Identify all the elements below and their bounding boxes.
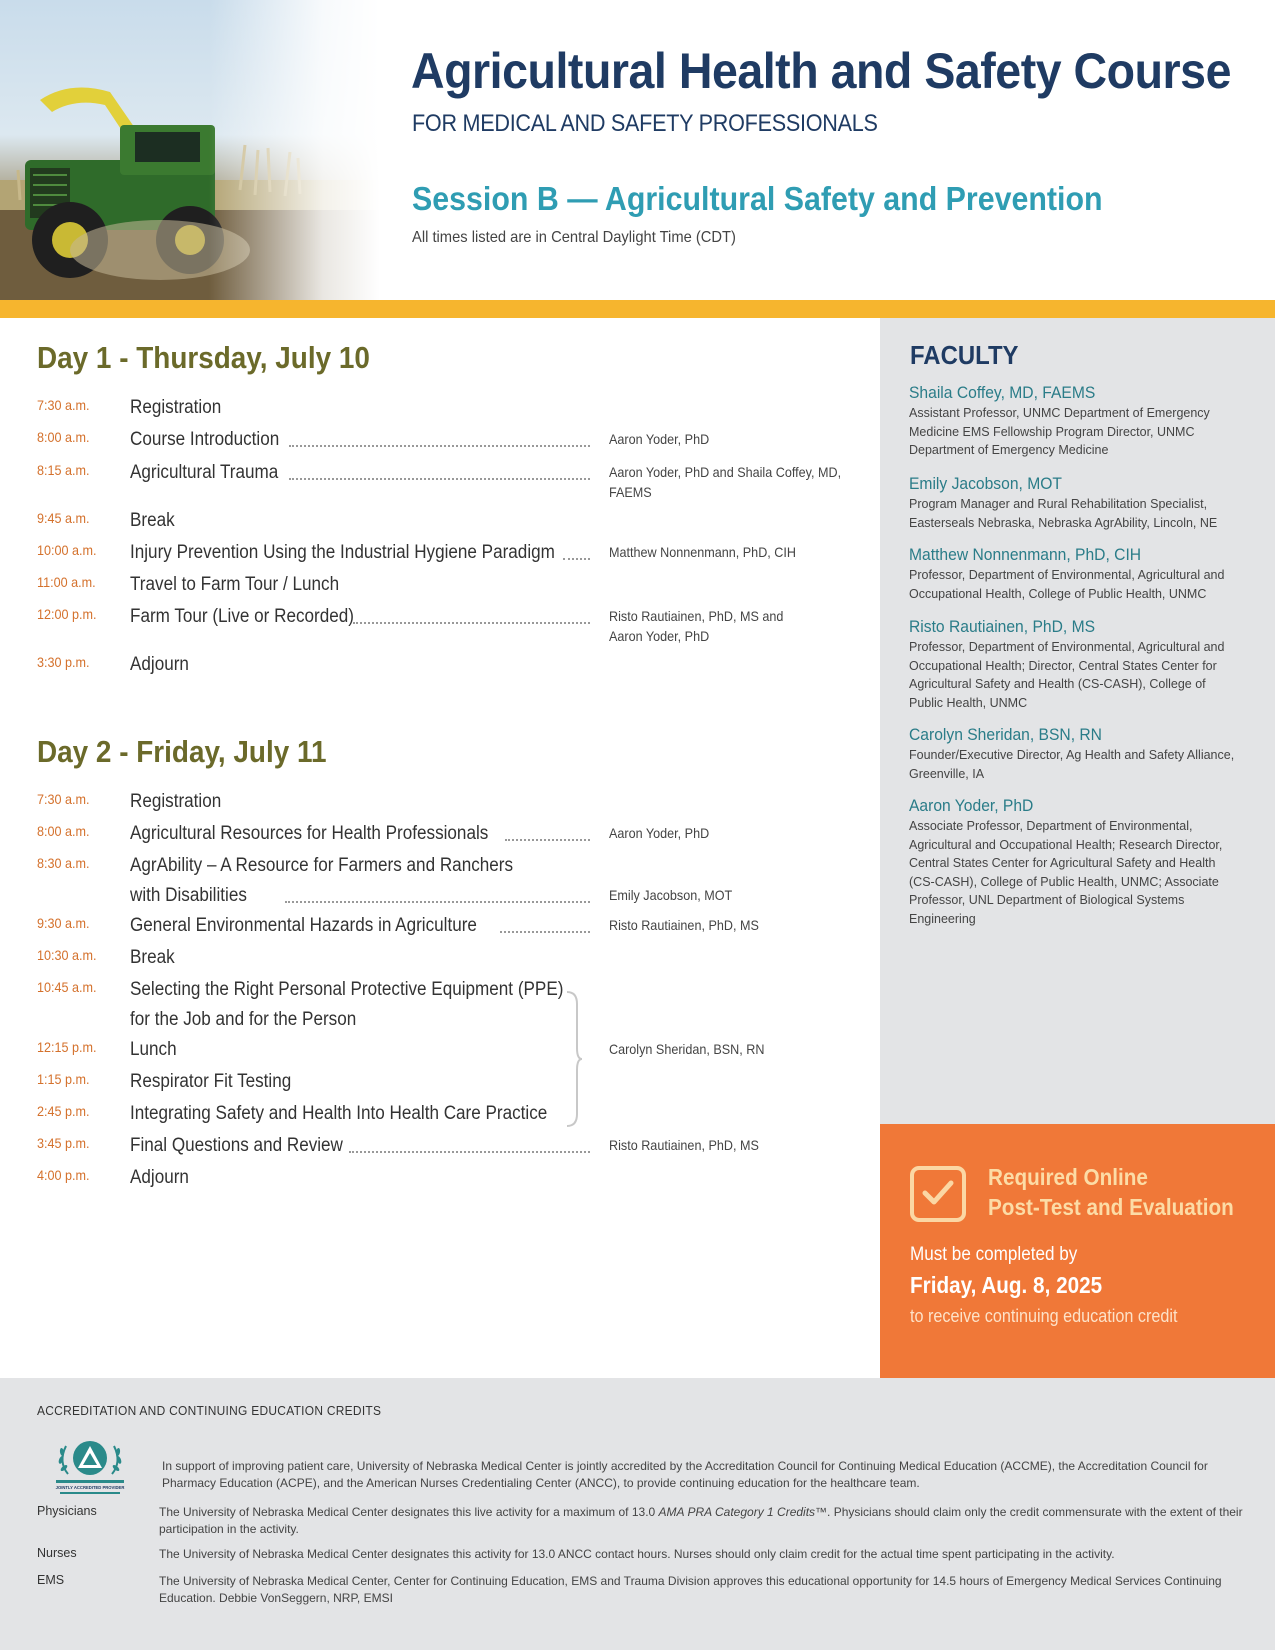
leader-dots (505, 839, 590, 841)
credit-label: Physicians (37, 1504, 97, 1518)
session-name: Adjourn (130, 654, 189, 675)
faculty-member (909, 724, 1249, 783)
faculty-name: Risto Rautiainen, PhD, MS (909, 617, 1096, 636)
session-name: Agricultural Trauma (130, 462, 279, 483)
deadline-date: Friday, Aug. 8, 2025 (910, 1272, 1103, 1298)
session-name: Respirator Fit Testing (130, 1071, 292, 1092)
session-speaker: Emily Jacobson, MOT (609, 887, 733, 903)
tractor-photo (0, 0, 380, 300)
leader-dots (353, 622, 590, 624)
schedule-row (37, 787, 867, 817)
session-time: 9:45 a.m. (37, 510, 90, 526)
session-name: Farm Tour (Live or Recorded) (130, 606, 354, 627)
jointly-accredited-logo (50, 1434, 130, 1496)
session-title: Session B — Agricultural Safety and Prevention (412, 180, 1103, 217)
session-time: 4:00 p.m. (37, 1167, 90, 1183)
faculty-desc: Program Manager and Rural Rehabilitation Specialist, Easterseals Nebraska, Nebraska AgrAbility, Lincoln, NE (909, 497, 1218, 530)
session-speaker: Risto Rautiainen, PhD, MS (609, 1137, 759, 1153)
session-name: Selecting the Right Personal Protective Equipment (PPE) (130, 979, 564, 1000)
credit-text: The University of Nebraska Medical Center, Center for Continuing Education, EMS and Trauma Division approves this educational opportunity for 14.5 hours of Emergency Medical Services Continuing Education. Debbie VonSeggern, NRP, EMSI (159, 1574, 1222, 1605)
schedule-row (37, 851, 867, 911)
session-speaker: Carolyn Sheridan, BSN, RN (609, 1041, 765, 1057)
schedule-row (37, 458, 867, 500)
session-speaker: Matthew Nonnenmann, PhD, CIH (609, 544, 796, 560)
session-name: Final Questions and Review (130, 1135, 343, 1156)
post-test-callout (880, 1124, 1275, 1378)
session-time: 8:15 a.m. (37, 462, 90, 478)
credit-label: EMS (37, 1573, 65, 1587)
faculty-member (909, 616, 1249, 712)
schedule-row (37, 1131, 867, 1161)
faculty-name: Matthew Nonnenmann, PhD, CIH (909, 545, 1142, 564)
session-speaker: Aaron Yoder, PhD (609, 431, 710, 447)
session-name-cont: for the Job and for the Person (130, 1009, 357, 1030)
session-speaker: Aaron Yoder, PhD (609, 825, 710, 841)
session-time: 8:00 a.m. (37, 823, 90, 839)
session-name: Agricultural Resources for Health Professionals (130, 823, 489, 844)
session-time: 7:30 a.m. (37, 397, 90, 413)
schedule-row (37, 975, 867, 1035)
schedule (0, 318, 880, 1378)
schedule-row (37, 1035, 867, 1065)
faculty-heading: FACULTY (910, 340, 1019, 370)
session-name: AgrAbility – A Resource for Farmers and Ranchers (130, 855, 514, 876)
session-speaker: Aaron Yoder, PhD and Shaila Coffey, MD, FAEMS (609, 464, 842, 500)
deadline-note: to receive continuing education credit (910, 1306, 1178, 1326)
faculty-desc: Associate Professor, Department of Environmental, Agricultural and Occupational Health; Research Director, Central States Center for Agricultural Safety and Health (CS-CASH), College of Public Health, UNMC; Associate Professor, UNL Department of Biological Systems Engineering (909, 819, 1223, 926)
session-name: General Environmental Hazards in Agriculture (130, 915, 477, 936)
session-name: Course Introduction (130, 429, 280, 450)
post-test-title: Required Online Post-Test and Evaluation (988, 1164, 1234, 1220)
session-time: 3:30 p.m. (37, 654, 90, 670)
credit-text: The University of Nebraska Medical Center designates this live activity for a maximum of 13.0 AMA PRA Category 1 Credits™. Physicians should claim only the credit commensurate with the extent of their participation in the activity. (159, 1505, 1243, 1536)
session-speaker: Risto Rautiainen, PhD, MS (609, 917, 759, 933)
leader-dots (563, 558, 590, 560)
faculty-panel (880, 318, 1275, 1124)
schedule-row (37, 1163, 867, 1193)
schedule-row (37, 570, 867, 600)
credit-text: The University of Nebraska Medical Center designates this activity for 13.0 ANCC contact hours. Nurses should only claim credit for the actual time spent participating in the activity. (159, 1547, 1115, 1561)
session-name: Integrating Safety and Health Into Health Care Practice (130, 1103, 548, 1124)
schedule-row (37, 650, 867, 680)
schedule-row (37, 393, 867, 423)
bracket-brace (565, 990, 583, 1128)
session-time: 9:30 a.m. (37, 915, 90, 931)
schedule-row (37, 1067, 867, 1097)
session-name: Registration (130, 791, 222, 812)
schedule-row (37, 506, 867, 536)
day2-heading: Day 2 - Friday, July 11 (37, 734, 327, 769)
faculty-desc: Founder/Executive Director, Ag Health and Safety Alliance, Greenville, IA (909, 748, 1235, 781)
session-name-cont: with Disabilities (130, 885, 247, 906)
divider-bar (0, 300, 1275, 318)
session-time: 7:30 a.m. (37, 791, 90, 807)
session-name: Injury Prevention Using the Industrial Hygiene Paradigm (130, 542, 555, 563)
session-time: 12:15 p.m. (37, 1039, 97, 1055)
session-name: Travel to Farm Tour / Lunch (130, 574, 340, 595)
session-name: Lunch (130, 1039, 177, 1060)
accreditation-title: ACCREDITATION AND CONTINUING EDUCATION CREDITS (37, 1403, 382, 1418)
session-name: Break (130, 947, 175, 968)
schedule-row (37, 911, 867, 941)
faculty-member (909, 795, 1249, 928)
session-time: 2:45 p.m. (37, 1103, 90, 1119)
session-name: Break (130, 510, 175, 531)
schedule-row (37, 425, 867, 455)
course-title: Agricultural Health and Safety Course (411, 43, 1231, 99)
header (0, 0, 1275, 300)
deadline-intro: Must be completed by (910, 1244, 1078, 1265)
faculty-name: Carolyn Sheridan, BSN, RN (909, 725, 1102, 744)
faculty-name: Shaila Coffey, MD, FAEMS (909, 383, 1096, 402)
session-speaker: Risto Rautiainen, PhD, MS and Aaron Yoder, PhD (609, 608, 784, 644)
leader-dots (500, 931, 590, 933)
session-time: 11:00 a.m. (37, 574, 96, 590)
faculty-desc: Assistant Professor, UNMC Department of Emergency Medicine EMS Fellowship Program Director, UNMC Department of Emergency Medicine (909, 406, 1210, 457)
faculty-name: Aaron Yoder, PhD (909, 796, 1034, 815)
session-time: 10:00 a.m. (37, 542, 97, 558)
faculty-member (909, 382, 1249, 460)
schedule-row (37, 538, 867, 568)
svg-text:JOINTLY ACCREDITED PROVIDER: JOINTLY ACCREDITED PROVIDER (55, 1485, 125, 1490)
day1-heading: Day 1 - Thursday, July 10 (37, 340, 370, 375)
faculty-member (909, 544, 1249, 603)
schedule-row (37, 943, 867, 973)
faculty-member (909, 473, 1249, 532)
leader-dots (289, 445, 590, 447)
faculty-name: Emily Jacobson, MOT (909, 474, 1062, 493)
session-time: 12:00 p.m. (37, 606, 97, 622)
schedule-row (37, 602, 867, 644)
schedule-row (37, 819, 867, 849)
schedule-row (37, 1099, 867, 1129)
session-name: Registration (130, 397, 222, 418)
session-name: Adjourn (130, 1167, 189, 1188)
course-subtitle: FOR MEDICAL AND SAFETY PROFESSIONALS (412, 110, 878, 137)
leader-dots (349, 1151, 590, 1153)
session-time: 1:15 p.m. (37, 1071, 90, 1087)
faculty-desc: Professor, Department of Environmental, Agricultural and Occupational Health, College of Public Health, UNMC (909, 568, 1225, 601)
session-time: 10:45 a.m. (37, 979, 97, 995)
checkbox-icon (910, 1166, 966, 1222)
session-time: 8:00 a.m. (37, 429, 90, 445)
leader-dots (285, 901, 590, 903)
credit-label: Nurses (37, 1546, 77, 1560)
accreditation-footer (0, 1378, 1275, 1650)
accreditation-statement: In support of improving patient care, University of Nebraska Medical Center is jointly accredited by the Accreditation Council for Continuing Medical Education (ACCME), the Accreditation Council for Pharmacy Education (ACPE), and the American Nurses Credentialing Center (ANCC), to provide continuing education for the healthcare team. (162, 1459, 1208, 1490)
session-time: 8:30 a.m. (37, 855, 90, 871)
leader-dots (289, 478, 590, 480)
session-time: 3:45 p.m. (37, 1135, 90, 1151)
faculty-desc: Professor, Department of Environmental, Agricultural and Occupational Health; Director, Central States Center for Agricultural Safety and Health (CS-CASH), College of Public Health, UNMC (909, 640, 1225, 710)
timezone-note: All times listed are in Central Daylight Time (CDT) (412, 229, 736, 246)
session-time: 10:30 a.m. (37, 947, 97, 963)
